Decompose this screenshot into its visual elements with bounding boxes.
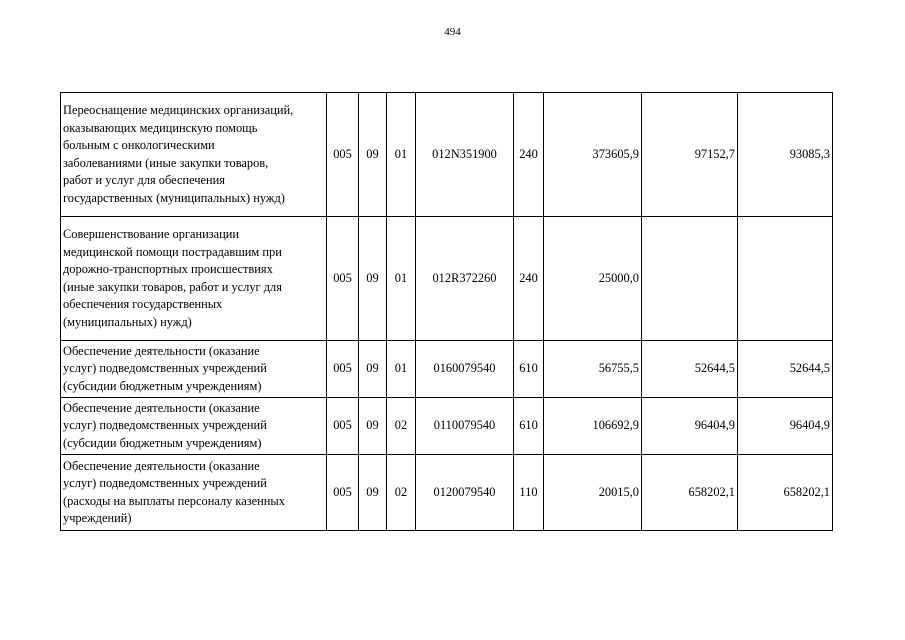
expense-name-cell [61,398,327,455]
ministry-code-cell: 005 [327,93,359,217]
expense-name-line: медицинской помощи пострадавшим при [63,244,282,259]
target-article-cell: 0120079540 [416,455,514,531]
target-article-cell: 012N351900 [416,93,514,217]
amount-year3-cell: 93085,3 [738,93,833,217]
expense-name-line: дорожно-транспортных происшествиях [63,262,273,276]
target-article-cell: 0160079540 [416,341,514,398]
budget-table [60,92,833,531]
amount-year1-cell: 20015,0 [544,455,642,531]
expense-name-line: (расходы на выплаты персоналу казенных [63,493,285,508]
ministry-code-cell: 005 [327,217,359,341]
section-code-cell: 09 [359,217,387,341]
expense-name-line: Переоснащение медицинских организаций, [63,103,294,117]
amount-year3-cell [738,217,833,341]
section-code-cell: 09 [359,93,387,217]
expense-name-cell [61,93,327,217]
target-article-cell: 0110079540 [416,398,514,455]
expense-type-cell: 240 [514,93,544,217]
amount-year1-cell: 56755,5 [544,341,642,398]
ministry-code-cell: 005 [327,455,359,531]
expense-name-line: государственных (муниципальных) нужд) [63,190,285,205]
subsection-code-cell: 01 [387,217,416,341]
subsection-code-cell: 01 [387,341,416,398]
expense-name-line: заболеваниями (иные закупки товаров, [63,155,269,170]
amount-year2-cell [642,217,738,341]
expense-name-line: Совершенствование организации [63,227,240,241]
table-row [61,217,833,341]
table-row [61,455,833,531]
expense-name-line: Обеспечение деятельности (оказание [63,400,260,415]
expense-name-cell [61,217,327,341]
subsection-code-cell: 01 [387,93,416,217]
expense-name-line: оказывающих медицинскую помощь [63,120,258,135]
amount-year1-cell: 25000,0 [544,217,642,341]
expense-name-cell [61,455,327,531]
expense-name-line: работ и услуг для обеспечения [63,173,225,187]
subsection-code-cell: 02 [387,398,416,455]
amount-year2-cell: 96404,9 [642,398,738,455]
table-row [61,341,833,398]
expense-name-line: больным с онкологическими [63,138,215,152]
table-row [61,398,833,455]
ministry-code-cell: 005 [327,398,359,455]
amount-year2-cell: 52644,5 [642,341,738,398]
expense-name-line: (субсидии бюджетным учреждениям) [63,435,262,450]
amount-year1-cell: 373605,9 [544,93,642,217]
amount-year2-cell: 97152,7 [642,93,738,217]
section-code-cell: 09 [359,455,387,531]
expense-name-line: (субсидии бюджетным учреждениям) [63,378,262,393]
amount-year3-cell: 52644,5 [738,341,833,398]
expense-type-cell: 610 [514,341,544,398]
budget-table-body [61,93,833,531]
subsection-code-cell: 02 [387,455,416,531]
section-code-cell: 09 [359,341,387,398]
expense-name-line: обеспечения государственных [63,297,223,311]
ministry-code-cell: 005 [327,341,359,398]
expense-type-cell: 240 [514,217,544,341]
expense-name-line: (иные закупки товаров, работ и услуг для [63,279,282,294]
target-article-cell: 012R372260 [416,217,514,341]
expense-name-line: (муниципальных) нужд) [63,314,192,329]
expense-name-line: услуг) подведомственных учреждений [63,361,267,376]
amount-year2-cell: 658202,1 [642,455,738,531]
amount-year3-cell: 96404,9 [738,398,833,455]
table-row [61,93,833,217]
expense-name-line: услуг) подведомственных учреждений [63,418,267,433]
expense-name-line: Обеспечение деятельности (оказание [63,343,260,358]
section-code-cell: 09 [359,398,387,455]
amount-year1-cell: 106692,9 [544,398,642,455]
expense-name-line: учреждений) [63,511,132,525]
expense-name-line: услуг) подведомственных учреждений [63,476,267,490]
amount-year3-cell: 658202,1 [738,455,833,531]
expense-type-cell: 610 [514,398,544,455]
expense-name-cell [61,341,327,398]
expense-name-line: Обеспечение деятельности (оказание [63,458,260,473]
page-number: 494 [444,26,461,38]
expense-type-cell: 110 [514,455,544,531]
